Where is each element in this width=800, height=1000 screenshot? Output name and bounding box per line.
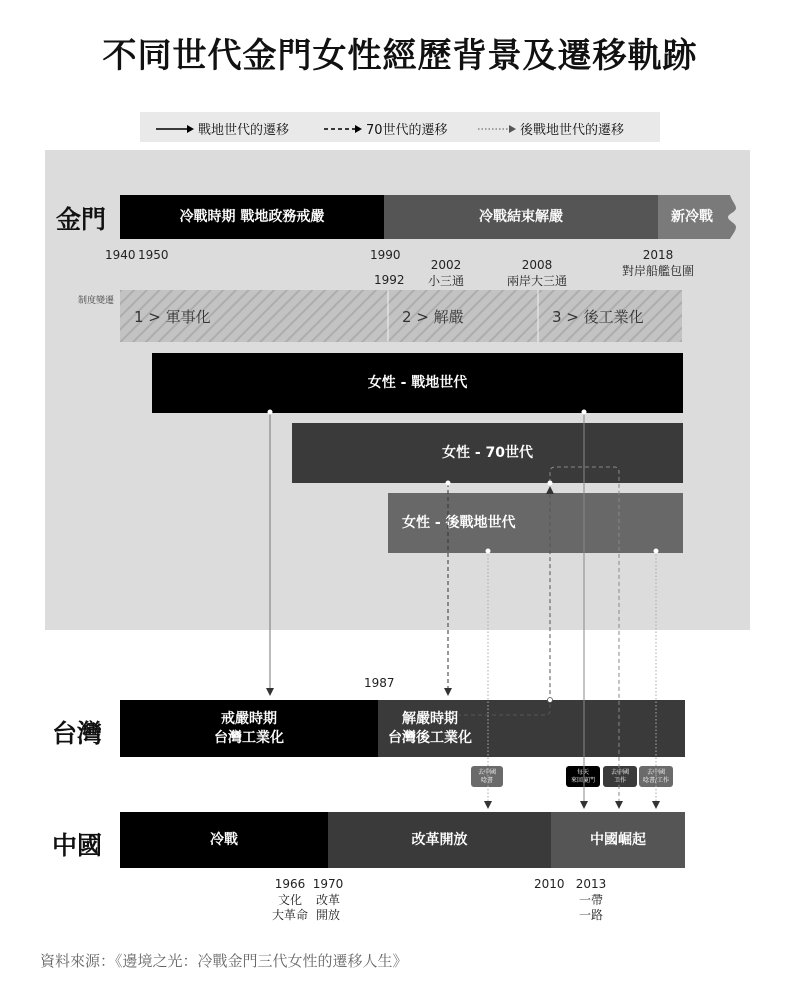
taiwan-bar1-line1: 戒嚴時期	[221, 711, 277, 728]
tag2-line1: 每天	[576, 769, 589, 777]
china-bar-rise: 中國崛起	[551, 812, 685, 868]
generation-post-wartime: 女性 - 後戰地世代	[388, 493, 683, 553]
legend	[140, 112, 660, 142]
year-2013-l2: 一帶	[578, 892, 603, 907]
year-2002-note: 小三通	[427, 273, 464, 288]
legend-dotted-label: 後戰地世代的遷移	[520, 123, 625, 138]
tag1-line1: 去中國	[477, 769, 496, 777]
taiwan-bar1-line2: 台灣工業化	[214, 729, 284, 746]
year-2002-value: 2002	[430, 258, 462, 272]
solid-arrow-icon	[156, 124, 194, 134]
dashed-arrow-icon	[324, 124, 362, 134]
year-2013-l3: 一路	[578, 908, 603, 923]
year-2008-note: 兩岸大三通	[506, 273, 567, 288]
legend-dotted	[478, 119, 624, 138]
year-1950: 1950	[138, 248, 169, 262]
year-2018-value: 2018	[642, 248, 674, 262]
tag-study-china-post	[471, 766, 503, 787]
china-bar-coldwar: 冷戰	[120, 812, 328, 868]
phase-militarization: 1 > 軍事化	[134, 307, 211, 326]
tag-daily-xiamen	[566, 766, 600, 787]
kinmen-bar-new-coldwar-label: 新冷戰	[671, 208, 713, 225]
year-2018-note: 對岸船艦包圍	[621, 263, 694, 278]
system-change-bar	[120, 290, 682, 342]
legend-dashed	[324, 119, 448, 138]
kinmen-bar-post-coldwar: 冷戰結束解嚴	[384, 195, 658, 239]
year-2018	[618, 248, 698, 279]
year-2008-value: 2008	[521, 258, 553, 272]
tag4-line2: 唸書/工作	[642, 776, 670, 784]
year-1970	[310, 877, 346, 924]
year-1966-l2: 文化	[277, 892, 302, 907]
taiwan-label: 台灣	[52, 719, 103, 748]
kinmen-bar-coldwar: 冷戰時期 戰地政務戒嚴	[120, 195, 384, 239]
year-1970-value: 1970	[312, 877, 344, 891]
taiwan-bar-martial-law	[120, 700, 378, 757]
tag3-line1: 去中國	[610, 769, 629, 777]
legend-solid	[156, 119, 289, 138]
year-1992: 1992	[374, 273, 405, 287]
dotted-arrow-icon	[478, 124, 516, 134]
kinmen-bar-new-coldwar	[658, 195, 738, 239]
year-2010: 2010	[534, 877, 565, 891]
year-2002	[424, 258, 468, 289]
system-change-label: 制度變遷	[78, 296, 115, 306]
phase-post-industrial: 3 > 後工業化	[552, 307, 644, 326]
taiwan-bar-post-martial-law	[378, 700, 685, 757]
tag-study-work-china	[639, 766, 673, 787]
tag-work-china	[603, 766, 637, 787]
tag3-line2: 工作	[613, 776, 626, 784]
year-2013-value: 2013	[575, 877, 607, 891]
year-1970-l3: 開放	[315, 908, 340, 923]
year-1966-value: 1966	[274, 877, 306, 891]
tag2-line2: 來回廈門	[570, 776, 595, 784]
year-2013	[574, 877, 608, 924]
taiwan-bar2-line2: 台灣後工業化	[388, 729, 472, 746]
year-1940: 1940	[105, 248, 136, 262]
generation-wartime: 女性 - 戰地世代	[152, 353, 683, 413]
page-title: 不同世代金門女性經歷背景及遷移軌跡	[102, 36, 698, 76]
year-1966-l3: 大革命	[271, 908, 308, 923]
tag1-line2: 唸書	[480, 776, 493, 784]
year-2008	[505, 258, 569, 289]
year-1990: 1990	[370, 248, 401, 262]
taiwan-bar2-line1: 解嚴時期	[402, 711, 458, 728]
legend-solid-label: 戰地世代的遷移	[198, 123, 290, 138]
year-1966	[268, 877, 312, 924]
china-bar-reform: 改革開放	[328, 812, 551, 868]
source-citation: 資料來源：《邊境之光：冷戰金門三代女性的遷移人生》	[40, 952, 408, 970]
kinmen-label: 金門	[56, 205, 107, 234]
phase-martial-law-lifted: 2 > 解嚴	[402, 307, 464, 326]
year-1987: 1987	[364, 676, 395, 690]
year-1970-l2: 改革	[315, 892, 340, 907]
legend-dashed-label: 70世代的遷移	[366, 123, 448, 138]
china-label: 中國	[52, 831, 103, 860]
tag4-line1: 去中國	[646, 769, 665, 777]
generation-70s: 女性 - 70世代	[292, 423, 683, 483]
